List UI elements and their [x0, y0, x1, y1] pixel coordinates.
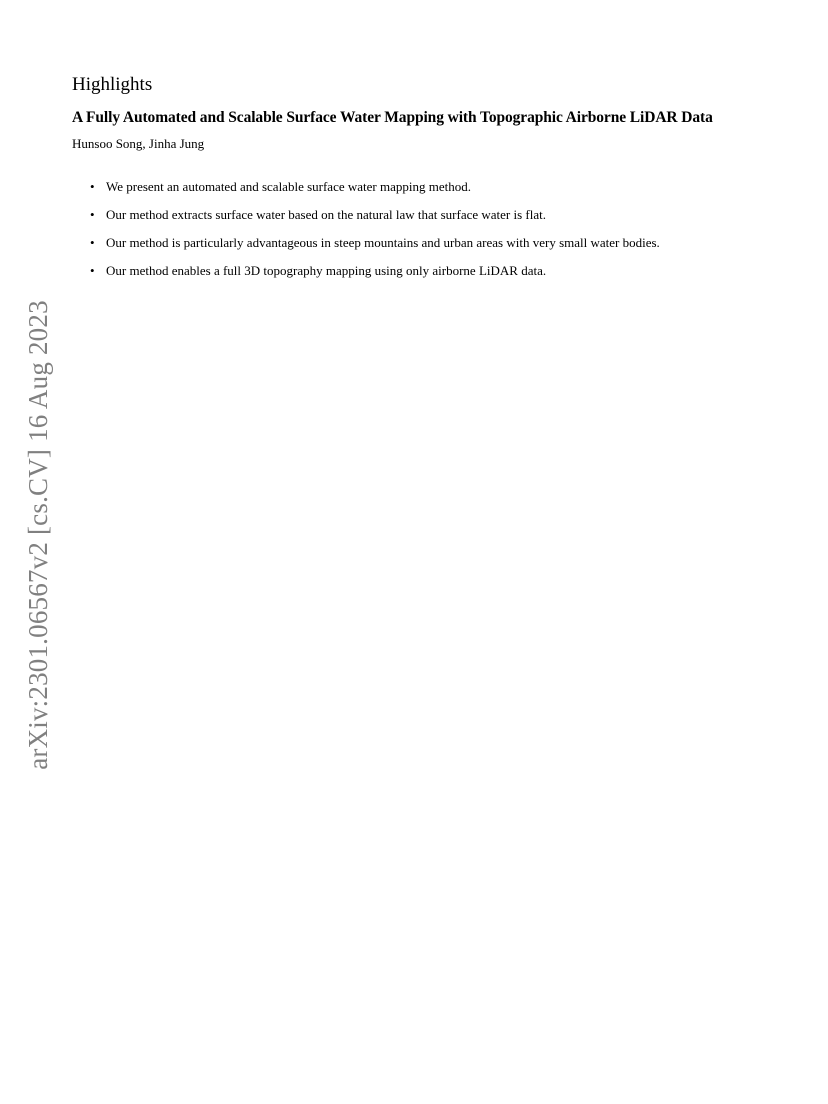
arxiv-identifier-stamp: arXiv:2301.06567v2 [cs.CV] 16 Aug 2023: [23, 300, 53, 770]
highlight-text: Our method extracts surface water based on the natural law that surface water is flat.: [106, 207, 547, 222]
highlight-text: Our method enables a full 3D topography mapping using only airborne LiDAR data.: [106, 263, 547, 278]
list-item: [90, 234, 660, 252]
paper-title: A Fully Automated and Scalable Surface Water Mapping with Topographic Airborne LiDAR Data: [72, 109, 713, 126]
bullet-icon: •: [90, 235, 95, 250]
author-list: Hunsoo Song, Jinha Jung: [72, 136, 205, 151]
highlight-text: Our method is particularly advantageous in steep mountains and urban areas with very small water bodies.: [106, 235, 660, 250]
section-heading: Highlights: [72, 74, 153, 95]
list-item: [90, 206, 660, 224]
highlights-list: [90, 178, 660, 290]
list-item: [90, 178, 660, 196]
bullet-icon: •: [90, 179, 95, 194]
highlight-text: We present an automated and scalable surface water mapping method.: [106, 179, 471, 194]
bullet-icon: •: [90, 207, 95, 222]
list-item: [90, 262, 660, 280]
bullet-icon: •: [90, 263, 95, 278]
